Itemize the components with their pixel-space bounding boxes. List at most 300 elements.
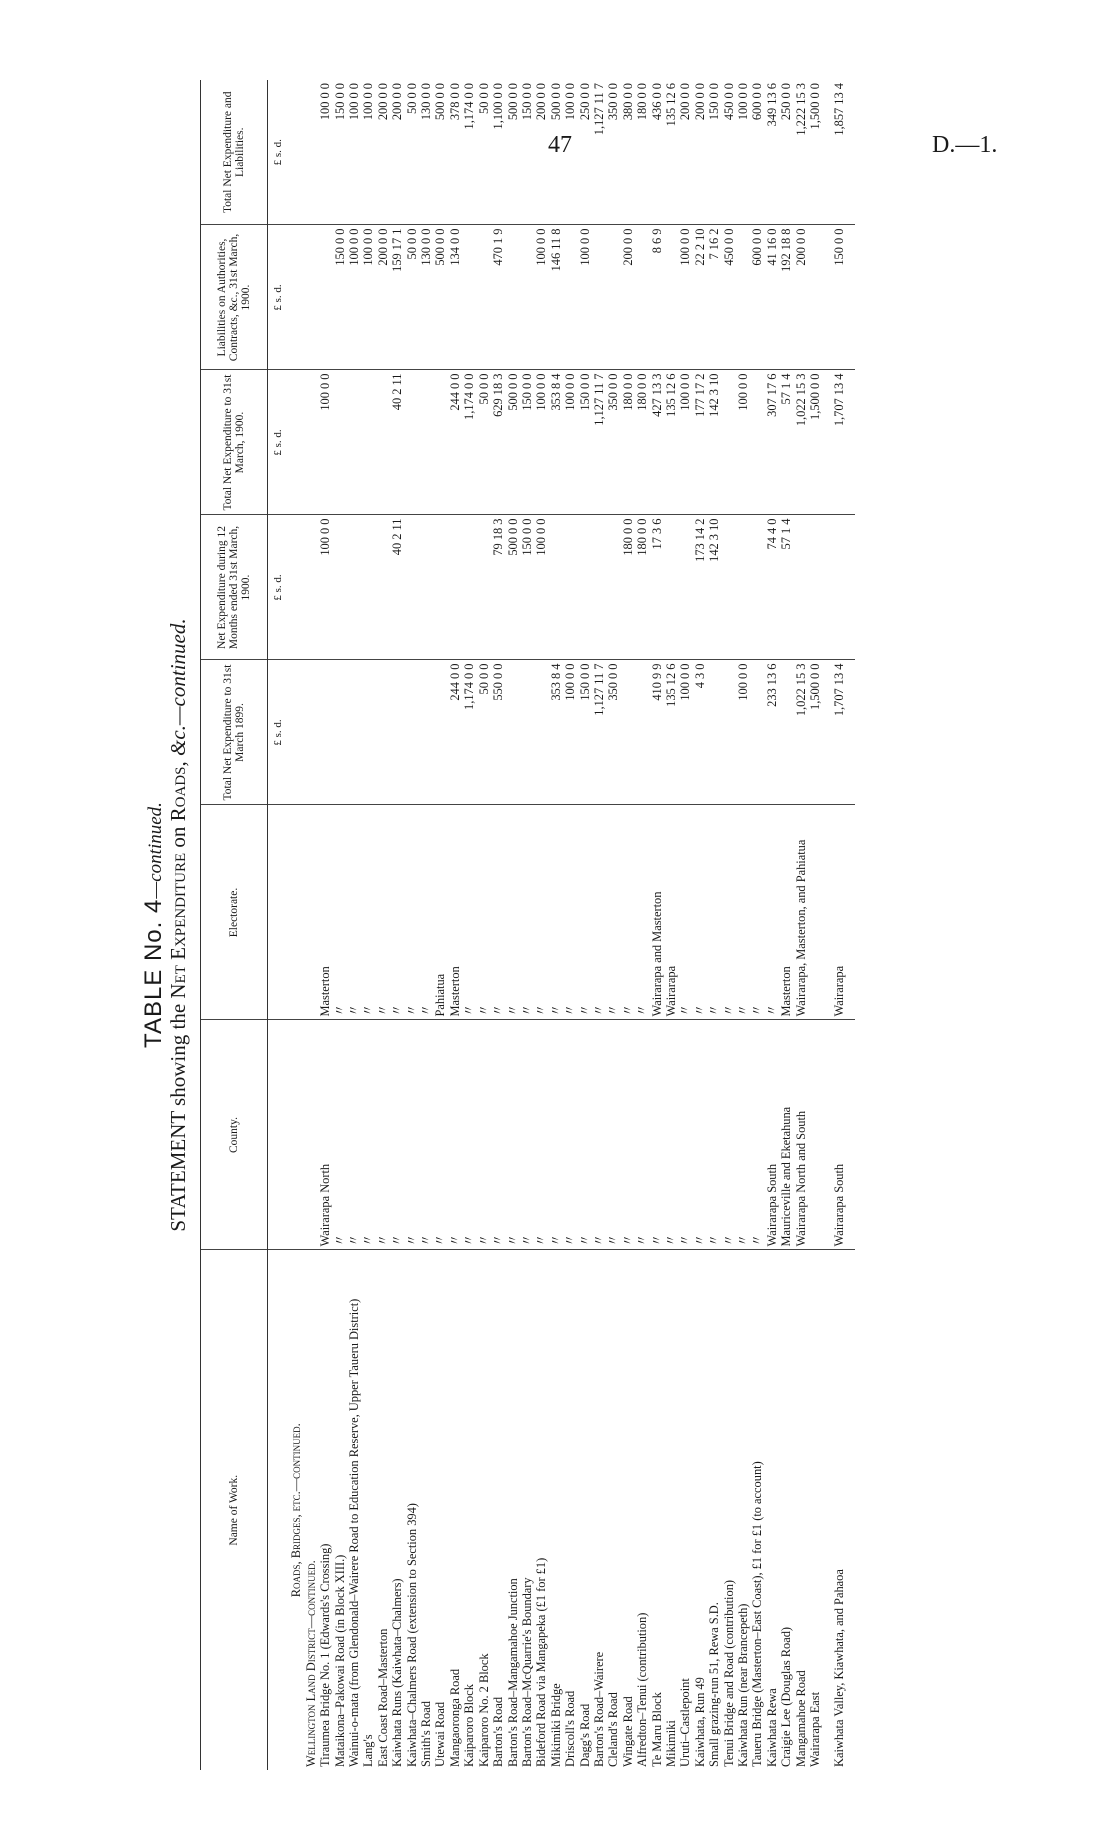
county-cell: 〃 [448,1020,462,1250]
liabilities-cell: 100 0 0 [578,225,592,370]
table-row [506,80,520,1770]
units-blank [268,1020,290,1250]
work-name-cell: Wingate Road [620,1696,635,1767]
electorate-cell: 〃 [722,805,736,1020]
work-name-cell: Kaiwhata Runs (Kaiwhata–Chalmers) [390,1578,405,1767]
table-row [779,80,793,1770]
work-name-cell: Craigie Lee (Douglas Road) [779,1626,794,1767]
total-1900-cell: 100 0 0 [563,370,577,515]
total-1900-cell: 57 1 4 [779,370,793,515]
net-1900-cell [578,515,592,660]
electorate-cell: 〃 [693,805,707,1020]
total-1900-cell: 40 2 11 [390,370,404,515]
units-cell: £ s. d. [268,660,290,805]
electorate-cell: 〃 [347,805,361,1020]
total-with-liabilities-cell: 200 0 0 [390,80,404,225]
total-with-liabilities-cell: 130 0 0 [419,80,433,225]
electorate-cell: 〃 [750,805,764,1020]
units-cell: £ s. d. [268,370,290,515]
total-with-liabilities-cell: 100 0 0 [347,80,361,225]
work-name-cell: Smith's Road [419,1701,434,1767]
liabilities-cell: 41 16 0 [765,225,779,370]
table-row [448,80,462,1770]
net-1900-cell [433,515,447,660]
county-cell: 〃 [592,1020,606,1250]
total-1899-cell: 100 0 0 [678,660,692,805]
total-with-liabilities-cell: 500 0 0 [549,80,563,225]
electorate-cell: 〃 [549,805,563,1020]
electorate-cell: 〃 [736,805,750,1020]
total-1900-cell: 142 3 10 [707,370,721,515]
total-1899-cell [635,660,649,805]
net-1900-cell [736,515,750,660]
liabilities-cell: 500 0 0 [433,225,447,370]
total-1899-cell: 1,707 13 4 [822,660,854,805]
total-1899-cell [405,660,419,805]
table-row [664,80,678,1770]
total-with-liabilities-cell: 450 0 0 [722,80,736,225]
net-1900-cell [361,515,375,660]
liabilities-cell [808,225,822,370]
units-cell: £ s. d. [268,515,290,660]
liabilities-cell [318,225,332,370]
total-1899-cell [506,660,520,805]
header-electorate: Electorate. [201,805,268,1020]
total-1900-cell [405,370,419,515]
table-row [419,80,433,1770]
total-1900-cell [361,370,375,515]
net-1900-cell [722,515,736,660]
total-1899-cell [390,660,404,805]
net-1900-cell [563,515,577,660]
liabilities-cell [635,225,649,370]
county-cell: Mauriceville and Eketahuna [779,1020,793,1250]
work-name-cell: Kaiwhata–Chalmers Road (extension to Section 394) [404,1503,419,1767]
net-1900-cell: 500 0 0 [506,515,520,660]
total-with-liabilities-cell: 349 13 6 [765,80,779,225]
liabilities-cell: 200 0 0 [794,225,808,370]
table-row [578,80,592,1770]
total-1899-cell: 1,174 0 0 [462,660,476,805]
table-row [347,80,361,1770]
county-cell: 〃 [693,1020,707,1250]
total-1900-cell: 1,500 0 0 [808,370,822,515]
total-1900-cell: 500 0 0 [506,370,520,515]
net-1900-cell [678,515,692,660]
work-name-cell: Wainui-o-mata (from Glendonald–Wairere Road to Education Reserve, Upper Taueru District) [347,1298,362,1767]
total-1899-cell: 100 0 0 [736,660,750,805]
work-name-cell: Bideford Road via Mangapeka (£1 for £1) [534,1557,549,1767]
net-1900-cell: 180 0 0 [621,515,635,660]
county-cell: 〃 [333,1020,347,1250]
total-1900-cell: 100 0 0 [534,370,548,515]
county-cell: 〃 [477,1020,491,1250]
county-cell: 〃 [419,1020,433,1250]
table-row [736,80,750,1770]
table-row [390,80,404,1770]
header-county: County. [201,1020,268,1250]
total-with-liabilities-cell: 180 0 0 [635,80,649,225]
electorate-cell: 〃 [707,805,721,1020]
net-1900-cell [822,515,854,660]
electorate-cell: Wairarapa and Masterton [650,805,664,1020]
work-name-cell: Kaiwhata Valley, Kiawhata, and Pahaoa [832,1569,847,1767]
net-1900-cell: 150 0 0 [520,515,534,660]
liabilities-cell: 159 17 1 [390,225,404,370]
total-1900-cell: 177 17 2 [693,370,707,515]
units-blank [268,1250,290,1770]
total-with-liabilities-cell: 150 0 0 [520,80,534,225]
electorate-cell: 〃 [333,805,347,1020]
work-name-cell: Tiraumea Bridge No. 1 (Edwards's Crossing) [318,1543,333,1767]
work-name-cell: Cleland's Road [606,1692,621,1767]
table-header-row [201,80,268,1770]
work-name-cell: Utewai Road [433,1701,448,1767]
total-with-liabilities-cell: 135 12 6 [664,80,678,225]
table-row [477,80,491,1770]
work-name-cell: Driscoll's Road [563,1690,578,1767]
liabilities-cell [563,225,577,370]
units-cell: £ s. d. [268,225,290,370]
liabilities-cell [606,225,620,370]
work-name-cell: Taueru Bridge (Masterton–East Coast), £1 for £1 (to account) [750,1461,765,1767]
work-name-cell: Mikimiki Bridge [548,1683,563,1767]
electorate-cell: 〃 [678,805,692,1020]
net-1900-cell [664,515,678,660]
work-name-cell: Lang's [361,1734,376,1767]
total-with-liabilities-cell: 250 0 0 [578,80,592,225]
table-row [794,80,808,1770]
electorate-cell: Masterton [318,805,332,1020]
table-row [822,80,854,1770]
work-name-cell: Barton's Road–Wairere [591,1651,606,1767]
liabilities-cell: 7 16 2 [707,225,721,370]
work-name-cell: Barton's Road [491,1696,506,1767]
liabilities-cell: 100 0 0 [347,225,361,370]
net-1900-cell: 100 0 0 [318,515,332,660]
total-1899-cell: 150 0 0 [578,660,592,805]
total-1899-cell [333,660,347,805]
work-name-cell: Tenui Bridge and Road (contribution) [721,1579,736,1767]
total-with-liabilities-cell: 1,857 13 4 [822,80,854,225]
net-1900-cell [376,515,390,660]
total-with-liabilities-cell: 150 0 0 [333,80,347,225]
liabilities-cell: 134 0 0 [448,225,462,370]
total-1899-cell: 550 0 0 [491,660,505,805]
total-with-liabilities-cell: 600 0 0 [750,80,764,225]
liabilities-cell: 200 0 0 [621,225,635,370]
total-1900-cell: 100 0 0 [678,370,692,515]
electorate-cell: 〃 [390,805,404,1020]
work-name-cell: Mikimiki [663,1720,678,1767]
electorate-cell [808,805,822,1020]
electorate-cell: 〃 [563,805,577,1020]
work-name-cell: Dagg's Road [577,1703,592,1767]
total-with-liabilities-cell: 1,222 15 3 [794,80,808,225]
table-row [592,80,606,1770]
total-1900-cell: 629 18 3 [491,370,505,515]
total-1900-cell: 150 0 0 [520,370,534,515]
total-with-liabilities-cell: 378 0 0 [448,80,462,225]
net-1900-cell: 74 4 0 [765,515,779,660]
work-name-cell: Small grazing-run 51, Rewa S.D. [707,1602,722,1767]
header-total-1900: Total Net Expenditure to 31st March, 1900. [201,370,268,515]
net-1900-cell: 100 0 0 [534,515,548,660]
work-name-cell: Kaiwhata Run (near Brancepeth) [736,1603,750,1767]
table-row [318,80,332,1770]
county-cell: 〃 [750,1020,764,1250]
total-1899-cell [376,660,390,805]
table-continued: —continued. [145,802,166,899]
liabilities-cell [592,225,606,370]
net-1900-cell [549,515,563,660]
county-cell [808,1020,822,1250]
total-with-liabilities-cell: 1,127 11 7 [592,80,606,225]
electorate-cell: Pahiatua [433,805,447,1020]
total-1899-cell [707,660,721,805]
total-with-liabilities-cell: 380 0 0 [621,80,635,225]
liabilities-cell: 50 0 0 [405,225,419,370]
header-net-1900: Net Expenditure during 12 Months ended 31st March, 1900. [201,515,268,660]
header-name-of-work: Name of Work. [201,1250,268,1770]
total-with-liabilities-cell: 200 0 0 [376,80,390,225]
work-name-cell: East Coast Road–Masterton [375,1628,390,1767]
net-1900-cell [347,515,361,660]
total-1900-cell [376,370,390,515]
liabilities-cell [462,225,476,370]
county-cell: 〃 [390,1020,404,1250]
electorate-cell: 〃 [491,805,505,1020]
work-name-cell: Kaiparoro Block [462,1684,477,1767]
total-1899-cell [520,660,534,805]
electorate-cell: Masterton [448,805,462,1020]
work-name-cell: Mataikona–Pakowai Road (in Block XIII.) [332,1554,347,1767]
table-row [635,80,649,1770]
total-1900-cell: 1,174 0 0 [462,370,476,515]
total-with-liabilities-cell: 200 0 0 [693,80,707,225]
work-name-cell: Kaiparoro No. 2 Block [476,1653,491,1767]
electorate-cell: 〃 [592,805,606,1020]
work-name-cell: Te Maru Block [649,1692,664,1767]
electorate-cell: 〃 [376,805,390,1020]
total-with-liabilities-cell: 150 0 0 [707,80,721,225]
district-heading: Wellington Land District—continued. [303,1560,318,1767]
units-cell: £ s. d. [268,80,290,225]
net-1900-cell: 40 2 11 [390,515,404,660]
net-1900-cell [448,515,462,660]
net-1900-cell [750,515,764,660]
table-row [650,80,664,1770]
total-1900-cell [347,370,361,515]
statement-net-expenditure: Net Expenditure [166,852,190,999]
statement-title [166,50,191,1800]
table-row [621,80,635,1770]
table-row [534,80,548,1770]
net-1900-cell [333,515,347,660]
net-1900-cell [405,515,419,660]
total-1900-cell: 427 13 3 [650,370,664,515]
liabilities-cell: 22 2 10 [693,225,707,370]
total-with-liabilities-cell: 100 0 0 [361,80,375,225]
total-1899-cell [347,660,361,805]
electorate-cell: 〃 [606,805,620,1020]
table-row [433,80,447,1770]
total-with-liabilities-cell: 436 0 0 [650,80,664,225]
electorate-cell: 〃 [765,805,779,1020]
electorate-cell: Wairarapa [664,805,678,1020]
total-with-liabilities-cell: 50 0 0 [477,80,491,225]
total-with-liabilities-cell: 1,500 0 0 [808,80,822,225]
total-1900-cell [750,370,764,515]
total-1899-cell [361,660,375,805]
net-1900-cell [477,515,491,660]
total-1899-cell: 244 0 0 [448,660,462,805]
table-row [750,80,764,1770]
electorate-cell: 〃 [506,805,520,1020]
work-name-cell: Kaiwhata Rewa [764,1688,779,1767]
electorate-cell: 〃 [520,805,534,1020]
total-1900-cell: 180 0 0 [635,370,649,515]
liabilities-cell: 200 0 0 [376,225,390,370]
total-1900-cell [722,370,736,515]
table-row [333,80,347,1770]
total-with-liabilities-cell: 350 0 0 [606,80,620,225]
total-with-liabilities-cell: 100 0 0 [736,80,750,225]
table-row [693,80,707,1770]
total-1900-cell: 353 8 4 [549,370,563,515]
electorate-cell: 〃 [578,805,592,1020]
county-cell: 〃 [664,1020,678,1250]
total-1899-cell: 350 0 0 [606,660,620,805]
net-1900-cell [462,515,476,660]
county-cell: Wairarapa North [318,1020,332,1250]
total-1899-cell: 100 0 0 [563,660,577,805]
table-row [520,80,534,1770]
section-heading-row [289,80,303,1770]
net-1900-cell: 180 0 0 [635,515,649,660]
liabilities-cell: 192 18 8 [779,225,793,370]
total-1899-cell: 353 8 4 [549,660,563,805]
liabilities-cell: 130 0 0 [419,225,433,370]
table-row [405,80,419,1770]
total-1899-cell [750,660,764,805]
district-heading-row [304,80,318,1770]
table-row [462,80,476,1770]
county-cell: 〃 [491,1020,505,1250]
total-with-liabilities-cell: 250 0 0 [779,80,793,225]
net-1900-cell: 173 14 2 [693,515,707,660]
table-row [376,80,390,1770]
table-row [707,80,721,1770]
total-1900-cell: 100 0 0 [318,370,332,515]
total-1900-cell: 350 0 0 [606,370,620,515]
county-cell: 〃 [405,1020,419,1250]
total-1900-cell: 100 0 0 [736,370,750,515]
total-1900-cell [433,370,447,515]
liabilities-cell: 8 6 9 [650,225,664,370]
total-with-liabilities-cell: 500 0 0 [433,80,447,225]
total-1899-cell: 1,500 0 0 [808,660,822,805]
county-cell: 〃 [621,1020,635,1250]
electorate-cell: 〃 [419,805,433,1020]
header-total-1899: Total Net Expenditure to 31st March 1899. [201,660,268,805]
total-1899-cell [318,660,332,805]
electorate-cell: 〃 [635,805,649,1020]
document-reference: D.—1. [932,132,998,158]
total-1899-cell [722,660,736,805]
total-1900-cell: 1,707 13 4 [822,370,854,515]
total-with-liabilities-cell: 200 0 0 [678,80,692,225]
liabilities-cell [506,225,520,370]
total-with-liabilities-cell: 1,174 0 0 [462,80,476,225]
county-cell: 〃 [462,1020,476,1250]
table-row [808,80,822,1770]
total-1900-cell: 150 0 0 [578,370,592,515]
liabilities-cell [736,225,750,370]
net-1900-cell [606,515,620,660]
work-name-cell: Kaiwhata, Run 49 [692,1677,707,1767]
electorate-cell: Wairarapa [822,805,854,1020]
table-title [140,50,168,1800]
total-1899-cell: 50 0 0 [477,660,491,805]
net-1900-cell [808,515,822,660]
liabilities-cell: 470 1 9 [491,225,505,370]
net-1900-cell: 17 3 6 [650,515,664,660]
county-cell: 〃 [534,1020,548,1250]
total-1900-cell: 50 0 0 [477,370,491,515]
table-row [765,80,779,1770]
table-row [722,80,736,1770]
liabilities-cell [520,225,534,370]
electorate-cell: 〃 [405,805,419,1020]
county-cell: 〃 [563,1020,577,1250]
total-1900-cell: 244 0 0 [448,370,462,515]
total-1899-cell: 233 13 6 [765,660,779,805]
county-cell: 〃 [707,1020,721,1250]
total-1899-cell [621,660,635,805]
county-cell: 〃 [736,1020,750,1250]
table-row [491,80,505,1770]
net-1900-cell: 57 1 4 [779,515,793,660]
county-cell: 〃 [549,1020,563,1250]
header-liabilities: Liabilities on Authorities, Contracts, &c., 31st March, 1900. [201,225,268,370]
table-number: TABLE No. 4 [140,898,167,1048]
header-total-liabilities: Total Net Expenditure and Liabilities. [201,80,268,225]
total-1899-cell [534,660,548,805]
table-row [678,80,692,1770]
net-1900-cell: 142 3 10 [707,515,721,660]
work-name-cell: Uruti–Castlepoint [678,1678,693,1767]
county-cell: 〃 [650,1020,664,1250]
county-cell: 〃 [520,1020,534,1250]
total-with-liabilities-cell: 100 0 0 [563,80,577,225]
table-row [563,80,577,1770]
total-1900-cell: 180 0 0 [621,370,635,515]
total-1900-cell: 1,127 11 7 [592,370,606,515]
table-row [606,80,620,1770]
county-cell: 〃 [578,1020,592,1250]
table-row [361,80,375,1770]
work-name-cell: Alfredton–Tenui (contribution) [635,1612,650,1767]
liabilities-cell: 100 0 0 [678,225,692,370]
electorate-cell: 〃 [534,805,548,1020]
electorate-cell: 〃 [361,805,375,1020]
units-row [268,80,290,1770]
statement-roads: Roads [166,766,190,822]
net-1900-cell [592,515,606,660]
liabilities-cell: 100 0 0 [534,225,548,370]
total-with-liabilities-cell: 1,100 0 0 [491,80,505,225]
